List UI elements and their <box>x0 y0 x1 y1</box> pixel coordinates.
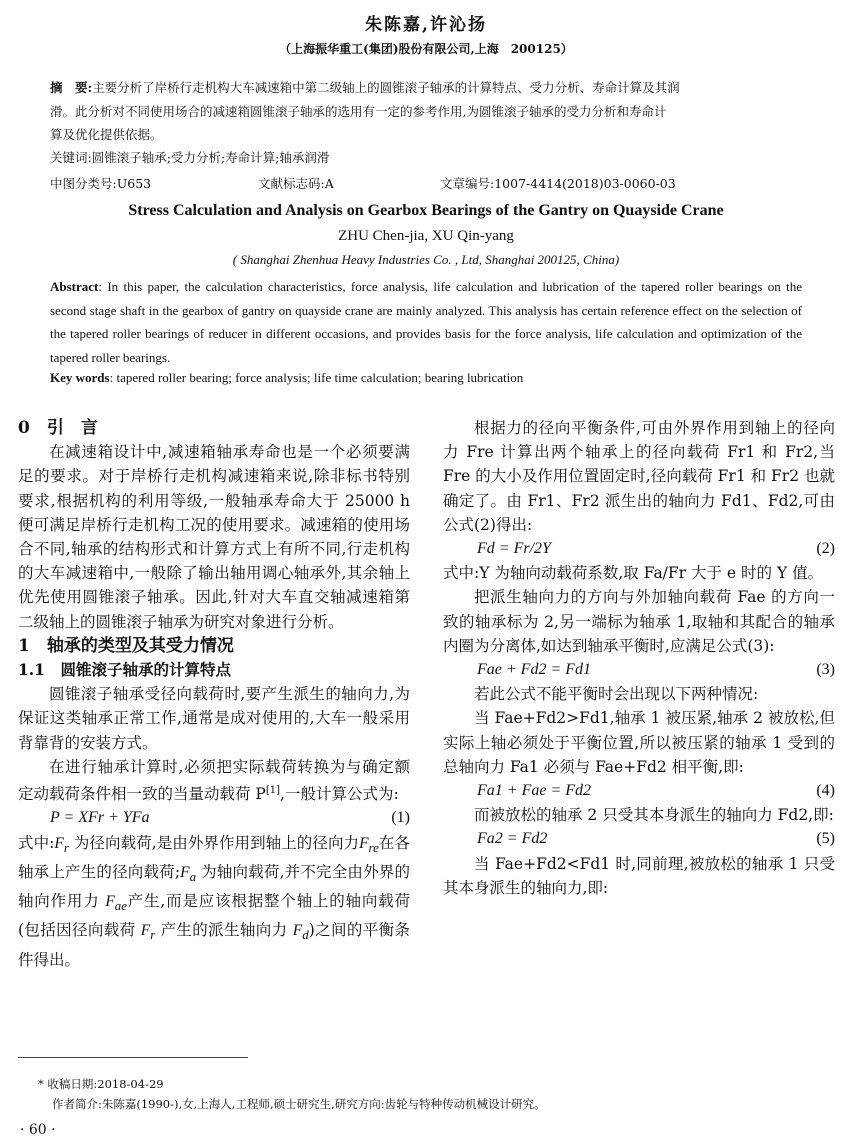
abstract-cn-line1: 主要分析了岸桥行走机构大车减速箱中第二级轴上的圆锥滚子轴承的计算特点、受力分析、寿命计算及其润 <box>92 80 680 95</box>
paragraph-case-1: 当 Fae+Fd2>Fd1,轴承 1 被压紧,轴承 2 被放松,但实际上轴必须处于平衡位置,所以被压紧的轴承 1 受到的总轴向力 Fa1 必须与 Fae+Fd2 相平衡,即: <box>443 709 835 776</box>
section-0-heading: 0 引 言 <box>18 418 98 438</box>
symbol-Fr-2: $F_r$ <box>140 922 156 943</box>
equation-1-body: P = XFr + YFa <box>50 809 150 827</box>
footnote-received: * 收稿日期:2018-04-29 <box>38 1077 164 1091</box>
symbol-Fa: $F_a$ <box>180 863 197 884</box>
equation-4 <box>443 779 835 803</box>
article-number: 文章编号:1007-4414(2018)03-0060-03 <box>440 176 676 191</box>
paragraph-two-cases: 若此公式不能平衡时会出现以下两种情况: <box>474 685 759 704</box>
equation-5-number: (5) <box>816 830 835 848</box>
english-abstract-label: Abstract <box>50 279 99 294</box>
paragraph-eq2-note: 式中:Y 为轴向动载荷系数,取 Fa/Fr 大于 e 时的 Y 值。 <box>443 564 824 583</box>
abstract-cn-line2: 滑。此分析对不同使用场合的减速箱圆锥滚子轴承的选用有一定的参考作用,为圆锥滚子轴承的受力分析和寿命计 <box>50 103 667 119</box>
equation-2 <box>443 537 835 561</box>
english-affiliation: ( Shanghai Zhenhua Heavy Industries Co. , Ltd, Shanghai 200125, China) <box>232 252 620 267</box>
symbols-text-f: 产生的派生轴向力 <box>160 921 288 940</box>
abstract-cn-line3: 算及优化提供依据。 <box>50 127 163 142</box>
equation-5 <box>443 827 835 851</box>
paper-authors: 朱陈嘉,许沁扬 <box>365 15 487 35</box>
equation-2-number: (2) <box>816 540 835 558</box>
intro-paragraph: 在减速箱设计中,减速箱轴承寿命也是一个必须要满足的要求。对于岸桥行走机构减速箱来说,除非标书特别要求,根据机构的利用等级,一般轴承寿命大于 25000 h 便可满足岸桥行走机构工况的使用要求。减速箱的使用场合不同,轴承的结构形式和计算方式上有所不同,行走机构的大车减速箱中,一般除了输出轴用调心轴承外,其余轴上优先使用圆锥滚子轴承。因此,针对大车直交轴减速箱第二级轴上的圆锥滚子轴承为研究对象进行分析。 <box>18 443 410 631</box>
equation-1 <box>18 806 410 830</box>
english-title: Stress Calculation and Analysis on Gearbox Bearings of the Gantry on Quayside Crane <box>128 202 724 219</box>
english-keywords <box>50 370 523 386</box>
symbol-Fr: $F_r$ <box>54 834 69 855</box>
abstract-cn-label: 摘 要: <box>50 80 93 95</box>
paragraph-bearing-numbering: 把派生轴向力的方向与外加轴向载荷 Fae 的方向一致的轴承标为 2,另一端标为轴承 1,取轴和其配合的轴承内圈为分离体,如达到轴承平衡时,应满足公式(3): <box>443 588 835 655</box>
paragraph-bearing-load: 圆锥滚子轴承受径向载荷时,要产生派生的轴向力,为保证这类轴承正常工作,通常是成对使用的,大车一般采用背靠背的安装方式。 <box>18 685 410 752</box>
page-number: · 60 · <box>20 1122 56 1138</box>
equation-3-number: (3) <box>816 661 835 679</box>
section-1-heading: 1 轴承的类型及其受力情况 <box>18 635 234 656</box>
paragraph-equivalent-load <box>18 755 410 807</box>
paragraph-case-2: 当 Fae+Fd2<Fd1 时,同前理,被放松的轴承 1 只受其本身派生的轴向力,即: <box>443 854 835 897</box>
equation-5-body: Fa2 = Fd2 <box>477 830 548 848</box>
paragraph-equivalent-load-b: ,一般计算公式为: <box>280 785 399 804</box>
equation-3 <box>443 658 835 682</box>
paragraph-equivalent-load-a: 在进行轴承计算时,必须把实际载荷转换为与确定额定动载荷条件相一致的当量动载荷 P <box>18 757 410 804</box>
left-column <box>18 416 410 972</box>
abstract-cn <box>50 76 802 147</box>
right-column <box>443 416 835 900</box>
symbols-text-d: 为轴向载荷,并不完全由外界的轴向作用力 <box>18 862 410 911</box>
document-code: 文献标志码:A <box>258 176 334 191</box>
equation-4-number: (4) <box>816 782 835 800</box>
paper-affiliation: （上海振华重工(集团)股份有限公司,上海 200125） <box>279 42 573 56</box>
english-keywords-text: : tapered roller bearing; force analysis; life time calculation; bearing lubrication <box>109 370 524 385</box>
english-abstract-text: : In this paper, the calculation characteristics, force analysis, life calculation and lubrication of the tapered roller bearings on the second stage shaft in the gearbox of gantry on quayside crane are mainly analyzed. This analysis has certain reference effect on the selection of the tapered roller bearings of reducer in different occasions, and provides basis for the force analysis, life calculation and optimization of the tapered roller bearings. <box>50 279 802 365</box>
equation-1-number: (1) <box>391 809 410 827</box>
paragraph-symbol-definitions <box>18 831 410 972</box>
symbol-Fd: $F_d$ <box>292 922 309 943</box>
symbols-text-g: )之间的平衡条件得出。 <box>18 921 410 969</box>
footnote-author-intro: 作者简介:朱陈嘉(1990-),女,上海人,工程师,硕士研究生,研究方向:齿轮与特种传动机械设计研究。 <box>52 1097 546 1111</box>
paragraph-radial-balance: 根据力的径向平衡条件,可由外界作用到轴上的径向力 Fre 计算出两个轴承上的径向载荷 Fr1 和 Fr2,当 Fre 的大小及作用位置固定时,径向载荷 Fr1 和 Fr2 也就确定了。由 Fr1、Fr2 派生出的轴向力 Fd1、Fd2,可由公式(2)得出: <box>443 419 835 534</box>
symbols-text-c: 在各轴承上产生的径向载荷; <box>18 833 410 881</box>
symbol-Fae: $F_{ae}$ <box>105 893 127 914</box>
footnote-rule <box>18 1057 248 1058</box>
equation-4-body: Fa1 + Fae = Fd2 <box>477 782 592 800</box>
equation-2-body: Fd = Fr/2Y <box>477 540 551 558</box>
equation-3-body: Fae + Fd2 = Fd1 <box>477 661 592 679</box>
english-authors: ZHU Chen-jia, XU Qin-yang <box>338 228 514 244</box>
symbol-Fre: $F_{re}$ <box>359 834 379 855</box>
paragraph-released-bearing: 而被放松的轴承 2 只受其本身派生的轴向力 Fd2,即: <box>474 806 834 825</box>
symbols-text-e: 产生,而是应该根据整个轴上的轴向载荷(包括因径向载荷 <box>18 892 410 940</box>
clc-number: 中图分类号:U653 <box>50 176 152 191</box>
english-abstract <box>50 275 802 369</box>
english-keywords-label: Key words <box>50 370 110 385</box>
symbols-text-b: 为径向载荷,是由外界作用到轴上的径向力 <box>73 833 360 852</box>
symbols-lead: 式中: <box>18 833 55 852</box>
section-1-1-heading: 1.1 圆锥滚子轴承的计算特点 <box>18 660 231 680</box>
citation-ref: [1] <box>265 785 281 797</box>
keywords-cn: 关键词:圆锥滚子轴承;受力分析;寿命计算;轴承润滑 <box>50 150 330 165</box>
